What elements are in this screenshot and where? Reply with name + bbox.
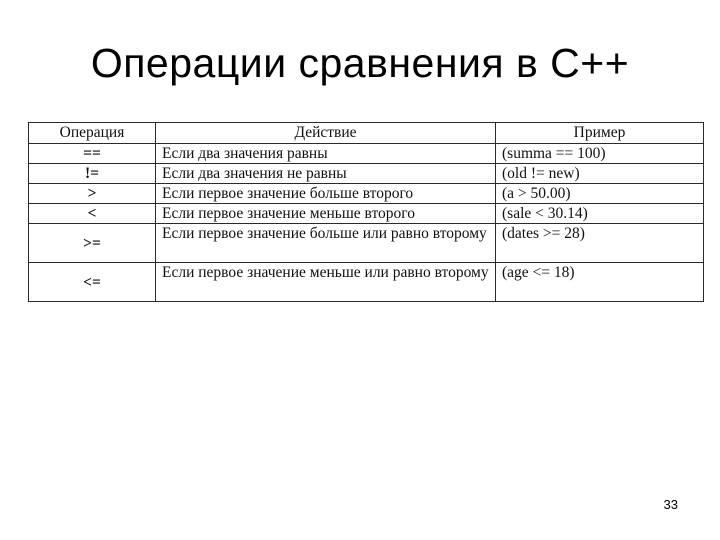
action-cell: Если первое значение больше или равно второму (156, 224, 496, 263)
operator-cell: == (29, 144, 156, 164)
slide-title: Операции сравнения в С++ (90, 40, 630, 86)
page-number: 33 (663, 497, 678, 512)
example-cell: (summa == 100) (496, 144, 704, 164)
action-cell: Если два значения равны (156, 144, 496, 164)
example-cell: (dates >= 28) (496, 224, 704, 263)
example-cell: (old != new) (496, 164, 704, 184)
comparison-operators-table (28, 122, 704, 302)
operator-cell: <= (29, 263, 156, 302)
table-row (29, 204, 704, 224)
table-row (29, 263, 704, 302)
table-row (29, 184, 704, 204)
table-row (29, 144, 704, 164)
example-cell: (age <= 18) (496, 263, 704, 302)
operator-cell: >= (29, 224, 156, 263)
example-cell: (a > 50.00) (496, 184, 704, 204)
table-header-row (29, 123, 704, 144)
operator-cell: > (29, 184, 156, 204)
operator-cell: != (29, 164, 156, 184)
header-action: Действие (156, 123, 496, 144)
comparison-table-container (28, 122, 703, 302)
action-cell: Если первое значение больше второго (156, 184, 496, 204)
action-cell: Если первое значение меньше или равно второму (156, 263, 496, 302)
table-row (29, 164, 704, 184)
action-cell: Если два значения не равны (156, 164, 496, 184)
header-example: Пример (496, 123, 704, 144)
operator-cell: < (29, 204, 156, 224)
action-cell: Если первое значение меньше второго (156, 204, 496, 224)
table-row (29, 224, 704, 263)
example-cell: (sale < 30.14) (496, 204, 704, 224)
header-operation: Операция (29, 123, 156, 144)
